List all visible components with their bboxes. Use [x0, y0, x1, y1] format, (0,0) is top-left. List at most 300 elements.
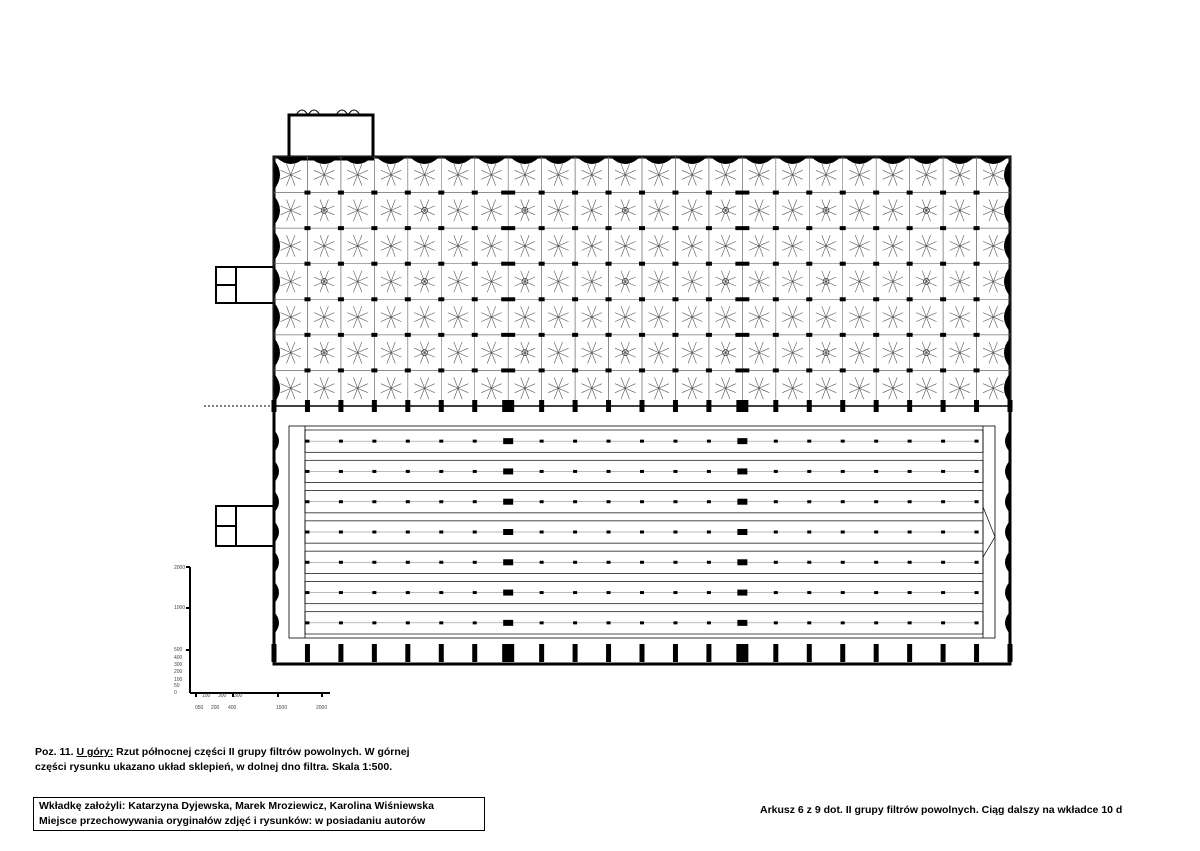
authors-line1: Wkładkę założyli: Katarzyna Dyjewska, Marek Mroziewicz, Karolina Wiśniewska [39, 800, 434, 812]
floor-pillar [807, 561, 811, 564]
pillar [338, 226, 344, 230]
pillar [706, 333, 712, 337]
pillar [773, 262, 779, 266]
pillar [673, 400, 678, 412]
pillar [501, 297, 515, 301]
caption-location-label: U góry: [76, 746, 114, 758]
vault-cell [742, 193, 775, 229]
floor-pillar [673, 440, 677, 443]
vault-cell [508, 335, 541, 371]
pier [606, 644, 611, 662]
vault-cell [475, 193, 508, 229]
vault-cell [642, 299, 675, 335]
pillar [706, 297, 712, 301]
floor-pillar [941, 500, 945, 503]
pillar [539, 297, 545, 301]
vault-cell [341, 228, 374, 264]
wall-arch [410, 157, 439, 164]
floor-pillar [774, 500, 778, 503]
pillar [735, 191, 749, 195]
pillar [539, 400, 544, 412]
pillar [706, 262, 712, 266]
wall-arch [274, 231, 280, 261]
wall-arch [845, 157, 874, 164]
pillar [372, 400, 377, 412]
floor-pillar [305, 591, 309, 594]
pillar [606, 297, 612, 301]
vault-cell [876, 193, 909, 229]
floor-pillar [573, 470, 577, 473]
wall-arch [1004, 302, 1010, 332]
floor-pillar [975, 440, 979, 443]
vault-cell [742, 228, 775, 264]
vault-cell [441, 228, 474, 264]
floor-pillar [874, 440, 878, 443]
pillar [940, 191, 946, 195]
floor-pillar [473, 470, 477, 473]
pillar [873, 368, 879, 372]
pillar [438, 262, 444, 266]
pillar [840, 368, 846, 372]
scale-vertical-label: 400 [174, 655, 183, 661]
vault-cell [408, 228, 441, 264]
outer-structure [204, 110, 373, 546]
floor-pillar [372, 440, 376, 443]
floor-pillar [640, 440, 644, 443]
pillar [806, 333, 812, 337]
scale-vertical-label: 100 [174, 677, 183, 683]
pillar [606, 226, 612, 230]
pillar [840, 191, 846, 195]
vault-cell [575, 335, 608, 371]
pillar [472, 262, 478, 266]
wall-arch [276, 157, 305, 164]
vault-cell [609, 228, 642, 264]
scale-vertical-label: 500 [174, 647, 183, 653]
floor-pillar [305, 440, 309, 443]
pier [941, 644, 946, 662]
wall-arch [912, 157, 941, 164]
floor-pillar [503, 529, 513, 535]
vault-cell [843, 193, 876, 229]
vault-cell [742, 335, 775, 371]
floor-pillar [774, 470, 778, 473]
floor-pillar [640, 500, 644, 503]
floor-pillar [874, 500, 878, 503]
floor-pillar [673, 470, 677, 473]
pier [439, 644, 444, 662]
vault-cell [675, 370, 708, 406]
vault-cell [575, 264, 608, 300]
pillar [304, 191, 310, 195]
pillar [974, 333, 980, 337]
floor-pillar [439, 531, 443, 534]
pier [974, 644, 979, 662]
floor-pillar [737, 590, 747, 596]
floor-pillar [406, 561, 410, 564]
pillar [773, 297, 779, 301]
floor-pillar [339, 500, 343, 503]
pillar [639, 297, 645, 301]
left-annex-upper [216, 267, 274, 303]
pillar [572, 262, 578, 266]
pillar [840, 333, 846, 337]
vault-cell [408, 193, 441, 229]
pillar [672, 262, 678, 266]
scale-horizontal-bottom-label: 1500 [276, 705, 288, 711]
floor-pillar [305, 561, 309, 564]
pier [573, 644, 578, 662]
floor-pillar [941, 591, 945, 594]
scale-vertical-label: 300 [174, 662, 183, 668]
pillar [438, 226, 444, 230]
floor-pillar [573, 531, 577, 534]
floor-pillar [737, 620, 747, 626]
figure-caption [35, 745, 475, 775]
pillar [304, 368, 310, 372]
floor-pillar [339, 531, 343, 534]
vault-cell [943, 228, 976, 264]
floor-pillar [607, 531, 611, 534]
scale-vertical-label: 50 [174, 683, 180, 689]
pier [907, 644, 912, 662]
vault-cell [542, 193, 575, 229]
pillar [501, 226, 515, 230]
vault-cell [843, 228, 876, 264]
floor-pillar [807, 500, 811, 503]
floor-pillar [573, 561, 577, 564]
floor-pillar [540, 531, 544, 534]
pillar [539, 262, 545, 266]
pillar [639, 191, 645, 195]
floor-pillar [372, 470, 376, 473]
vault-cell [809, 299, 842, 335]
wall-arch [274, 430, 279, 452]
vault-cell [910, 193, 943, 229]
wall-arch [744, 157, 773, 164]
scale-vertical-label: 0 [174, 690, 177, 696]
pillar [573, 400, 578, 412]
vault-cell [776, 370, 809, 406]
wall-arch [1005, 521, 1010, 543]
wall-arch [443, 157, 472, 164]
floor-pillar [975, 561, 979, 564]
wall-arch [1005, 612, 1010, 634]
wall-arch [274, 460, 279, 482]
floor-pillar [406, 500, 410, 503]
pillar [706, 368, 712, 372]
pillar [606, 333, 612, 337]
floor-pillar [406, 591, 410, 594]
pillar [371, 368, 377, 372]
floor-pillar [607, 440, 611, 443]
floor-pillar [406, 470, 410, 473]
pillar [974, 262, 980, 266]
vault-cell [475, 264, 508, 300]
floor-pillar [439, 440, 443, 443]
wall-arch [878, 157, 907, 164]
wall-arch [510, 157, 539, 164]
pillar [706, 400, 711, 412]
pier [640, 644, 645, 662]
vault-cell [307, 193, 340, 229]
wall-arch [677, 157, 706, 164]
wall-arch [274, 612, 279, 634]
wall-arch [1004, 231, 1010, 261]
floor-pillar [841, 440, 845, 443]
floor-pillar [841, 470, 845, 473]
vault-cell [776, 335, 809, 371]
vault-cell [709, 299, 742, 335]
pier [874, 644, 879, 662]
floor-pillar [908, 500, 912, 503]
wall-arch [343, 157, 372, 164]
vault-cell [408, 335, 441, 371]
floor-pillar [908, 561, 912, 564]
vault-cell [374, 335, 407, 371]
pillar [874, 400, 879, 412]
floor-pillar [707, 621, 711, 624]
wall-arch [711, 157, 740, 164]
wall-arch [477, 157, 506, 164]
floor-pillar [406, 531, 410, 534]
authors-box [33, 797, 485, 831]
pillar [438, 368, 444, 372]
vault-layout [272, 157, 1013, 664]
floor-pillar [339, 440, 343, 443]
pillar [272, 400, 277, 412]
vault-cell [709, 335, 742, 371]
pillar [338, 262, 344, 266]
sheet-info: Arkusz 6 z 9 dot. II grupy filtrów powolnych. Ciąg dalszy na wkładce 10 d [760, 804, 1123, 816]
floor-pillar [540, 591, 544, 594]
pier [706, 644, 711, 662]
wall-arch [778, 157, 807, 164]
pillar [405, 400, 410, 412]
wall-arch [274, 196, 280, 226]
wall-arch [1005, 491, 1010, 513]
pillar [639, 262, 645, 266]
floor-pillar [607, 470, 611, 473]
floor-pillar [607, 561, 611, 564]
wall-arch [945, 157, 974, 164]
floor-pillar [707, 440, 711, 443]
wall-arch [544, 157, 573, 164]
pier [472, 644, 477, 662]
vault-cell [374, 228, 407, 264]
vault-cell [408, 370, 441, 406]
vault-cell [809, 335, 842, 371]
floor-pillar [737, 468, 747, 474]
floor-pillar [503, 620, 513, 626]
vault-cell [943, 193, 976, 229]
scale-horizontal-top-label: 100 [202, 693, 211, 699]
pillar [539, 226, 545, 230]
pillar [806, 226, 812, 230]
pillar [405, 226, 411, 230]
vault-cell [341, 335, 374, 371]
vault-cell [307, 299, 340, 335]
outlet [983, 507, 995, 557]
pillar [472, 368, 478, 372]
vault-cell [809, 193, 842, 229]
floor-pillar [707, 561, 711, 564]
wall-arch [1005, 581, 1010, 603]
vault-cell [408, 299, 441, 335]
floor-pillar [673, 531, 677, 534]
floor-pillar [841, 531, 845, 534]
vault-cell [876, 228, 909, 264]
pillar [501, 333, 515, 337]
vault-cell [876, 264, 909, 300]
vault-cell [475, 228, 508, 264]
floor-pillar [372, 561, 376, 564]
pillar [572, 297, 578, 301]
floor-pillar [503, 559, 513, 565]
wall-arch [1004, 196, 1010, 226]
floor-pillar [473, 440, 477, 443]
floor-pillar [439, 500, 443, 503]
pier [372, 644, 377, 662]
pillar [371, 297, 377, 301]
floor-pillar [908, 591, 912, 594]
pillar [974, 400, 979, 412]
floor-pillar [807, 621, 811, 624]
vault-cell [809, 264, 842, 300]
vault-cell [374, 264, 407, 300]
pier [338, 644, 343, 662]
vault-cell [575, 228, 608, 264]
pillar [873, 333, 879, 337]
vault-cell [776, 193, 809, 229]
vault-cell [542, 370, 575, 406]
pillar [539, 368, 545, 372]
vault-cell [843, 299, 876, 335]
floor-pillar [941, 621, 945, 624]
pillar [606, 191, 612, 195]
pillar [606, 262, 612, 266]
vault-cell [475, 335, 508, 371]
pillar [907, 333, 913, 337]
vault-cell [910, 299, 943, 335]
wall-arch [376, 157, 405, 164]
floor-pillar [473, 561, 477, 564]
pillar [405, 368, 411, 372]
wall-arch [577, 157, 606, 164]
floor-pillar [673, 561, 677, 564]
wall-arch [274, 581, 279, 603]
wall-arch [611, 157, 640, 164]
vault-cell [441, 370, 474, 406]
pillar [472, 191, 478, 195]
pillar [873, 297, 879, 301]
pillar [873, 191, 879, 195]
vault-cell [441, 299, 474, 335]
floor-pillar [774, 561, 778, 564]
pillar [1008, 400, 1013, 412]
floor-pillar [339, 561, 343, 564]
floor-pillar [540, 621, 544, 624]
wall-arch [811, 157, 840, 164]
vault-cell [642, 335, 675, 371]
vault-cell [307, 370, 340, 406]
vault-cell [609, 264, 642, 300]
floor-pillar [673, 621, 677, 624]
pillar [873, 226, 879, 230]
vault-cell [441, 193, 474, 229]
pillar [840, 297, 846, 301]
pillar [735, 333, 749, 337]
floor-pillar [540, 561, 544, 564]
pillar [472, 297, 478, 301]
vault-cell [542, 335, 575, 371]
wall-arch [1004, 373, 1010, 403]
wall-arch [1005, 551, 1010, 573]
pillar [438, 333, 444, 337]
vault-cell [675, 335, 708, 371]
pillar [940, 262, 946, 266]
floor-pillar [439, 621, 443, 624]
pillar [806, 191, 812, 195]
floor-pillar [975, 470, 979, 473]
pillar [907, 400, 912, 412]
pillar [572, 368, 578, 372]
pillar [304, 226, 310, 230]
caption-line2: części rysunku ukazano układ sklepień, w dolnej dno filtra. Skala 1:500. [35, 761, 393, 773]
floor-pillar [908, 531, 912, 534]
floor-pillar [737, 529, 747, 535]
pillar [606, 400, 611, 412]
floor-pillar [573, 621, 577, 624]
vault-cell [776, 228, 809, 264]
wall-arch [274, 521, 279, 543]
pillar [706, 191, 712, 195]
vault-cell [542, 299, 575, 335]
vault-cell [943, 299, 976, 335]
top-annex [289, 115, 373, 159]
filter-floor [272, 426, 1013, 662]
floor-pillar [941, 440, 945, 443]
pillar [338, 297, 344, 301]
pillar [773, 333, 779, 337]
wall-arch [274, 551, 279, 573]
floor-pillar [874, 591, 878, 594]
vault-cell [843, 370, 876, 406]
floor-pillar [774, 531, 778, 534]
floor-pillar [339, 621, 343, 624]
vault-cell [843, 264, 876, 300]
pillar [639, 333, 645, 337]
floor-pillar [874, 561, 878, 564]
pillar [338, 191, 344, 195]
vault-cell [910, 228, 943, 264]
vault-cell [307, 228, 340, 264]
pillar [940, 226, 946, 230]
scale-vertical-label: 200 [174, 669, 183, 675]
floor-pillar [640, 621, 644, 624]
floor-pillar [573, 591, 577, 594]
vault-cell [876, 299, 909, 335]
floor-pillar [908, 440, 912, 443]
pillar [606, 368, 612, 372]
pillar [639, 226, 645, 230]
pillar [806, 368, 812, 372]
scale-horizontal-bottom-label: 2000 [316, 705, 328, 711]
floor-pillar [503, 590, 513, 596]
vault-cell [910, 264, 943, 300]
pier [773, 644, 778, 662]
pillar [572, 226, 578, 230]
